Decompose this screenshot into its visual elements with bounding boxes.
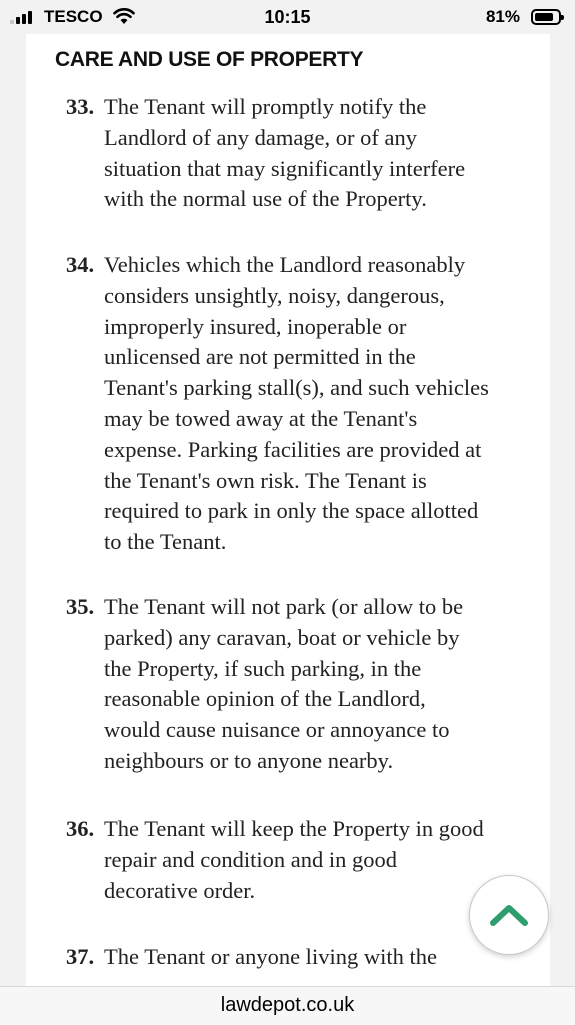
clause-number: 33. [66,94,95,119]
clause-line: The Tenant will not park (or allow to be [104,594,464,619]
clause-line: unlicensed are not permitted in the [104,344,416,370]
clause-text [104,250,544,558]
status-time: 10:15 [264,7,311,27]
address-bar[interactable] [0,986,575,1025]
clause-line: expense. Parking facilities are provided at [104,436,482,462]
clause-line: neighbours or to anyone nearby. [104,747,394,773]
clause-line: the Tenant's own risk. The Tenant is [104,467,427,493]
clause-line: The Tenant or anyone living with the [104,944,437,969]
clause-line: parked) any caravan, boat or vehicle by [104,624,460,650]
clause-number: 35. [66,594,95,619]
clause-line: decorative order. [104,877,256,903]
battery-icon [531,9,561,25]
clause-line: Vehicles which the Landlord reasonably [104,252,466,277]
url-text: lawdepot.co.uk [220,994,355,1016]
clause-line: The Tenant will promptly notify the [104,94,427,119]
clause-line: the Property, if such parking, in the [104,655,422,681]
clause-number: 36. [66,816,95,841]
clause-line: considers unsightly, noisy, dangerous, [104,282,445,308]
clause-line: to the Tenant. [104,529,227,555]
clause-line: Landlord of any damage, or of any [104,124,418,150]
clause-line: reasonable opinion of the Landlord, [104,686,426,712]
section-title: CARE AND USE OF PROPERTY [55,48,364,71]
clause-line: Tenant's parking stall(s), and such vehicles [104,375,489,401]
clause-line: improperly insured, inoperable or [104,313,407,339]
status-bar [0,0,575,34]
battery-fill [535,13,553,21]
scroll-to-top-button[interactable] [469,875,549,955]
document-page [26,34,550,986]
battery-percent: 81% [485,7,520,26]
clause-line: with the normal use of the Property. [104,186,427,212]
carrier-name: TESCO [44,7,103,26]
clause-text [104,592,544,777]
clause-line: would cause nuisance or annoyance to [104,717,450,743]
clause-line: required to park in only the space allotted [104,498,479,524]
clause-number: 34. [66,252,95,277]
clause-line: may be towed away at the Tenant's [104,405,418,431]
chevron-up-icon [489,902,529,928]
clause-number: 37. [66,944,95,969]
clause-line: The Tenant will keep the Property in good [104,816,484,841]
clause-text [104,942,544,973]
clause-line: situation that may significantly interfere [104,155,466,181]
clause-text [104,92,544,215]
clause-line: repair and condition and in good [104,846,398,872]
